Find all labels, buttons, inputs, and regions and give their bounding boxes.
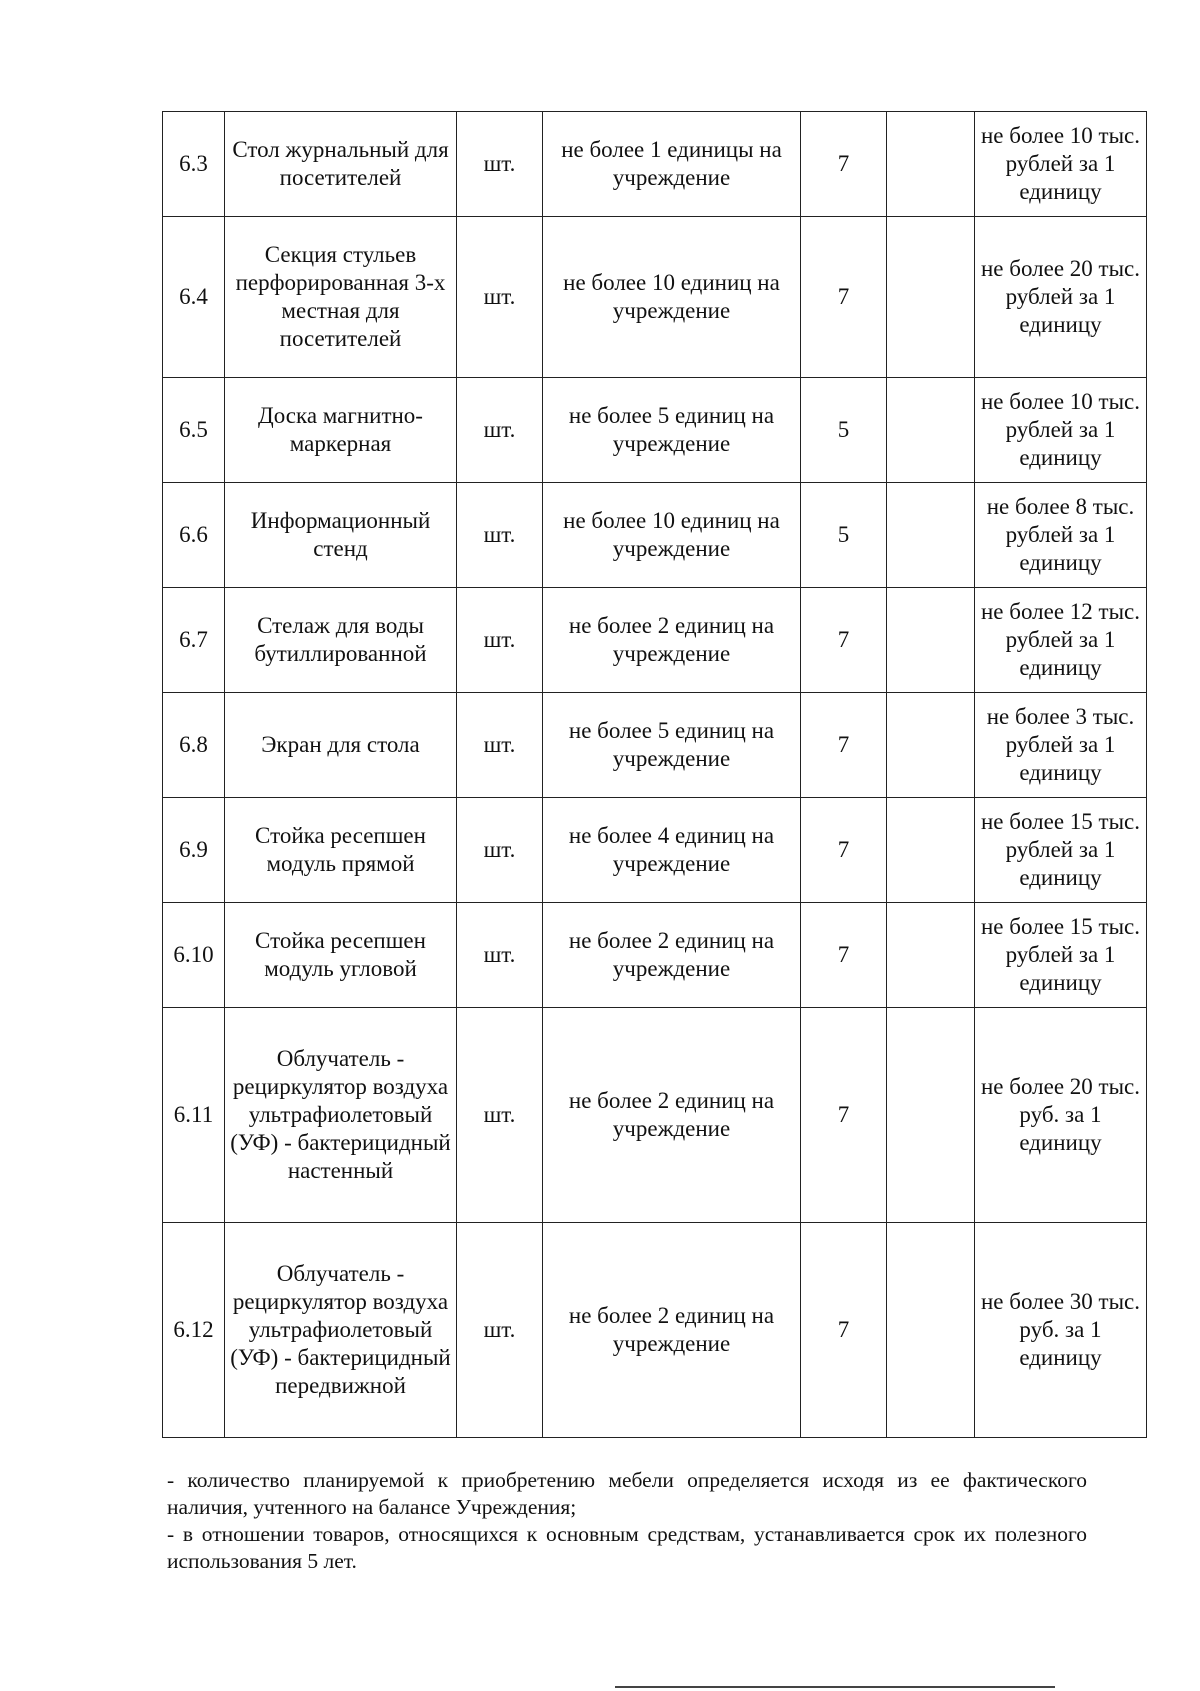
- service-life: 5: [801, 483, 887, 588]
- price-limit: не более 10 тыс. рублей за 1 единицу: [975, 378, 1147, 483]
- row-number: 6.7: [163, 588, 225, 693]
- quantity-norm: не более 2 единиц на учреждение: [543, 1008, 801, 1223]
- empty-cell: [887, 378, 975, 483]
- quantity-norm: не более 2 единиц на учреждение: [543, 588, 801, 693]
- price-limit: не более 8 тыс. рублей за 1 единицу: [975, 483, 1147, 588]
- item-name: Доска магнитно-маркерная: [225, 378, 457, 483]
- quantity-norm: не более 2 единиц на учреждение: [543, 1223, 801, 1438]
- unit: шт.: [457, 1008, 543, 1223]
- service-life: 7: [801, 588, 887, 693]
- table-row: [163, 903, 1147, 1008]
- unit: шт.: [457, 217, 543, 378]
- item-name: Стол журнальный для посетителей: [225, 112, 457, 217]
- unit: шт.: [457, 903, 543, 1008]
- row-number: 6.12: [163, 1223, 225, 1438]
- empty-cell: [887, 693, 975, 798]
- row-number: 6.10: [163, 903, 225, 1008]
- service-life: 7: [801, 1223, 887, 1438]
- empty-cell: [887, 903, 975, 1008]
- service-life: 7: [801, 903, 887, 1008]
- service-life: 5: [801, 378, 887, 483]
- price-limit: не более 3 тыс. рублей за 1 единицу: [975, 693, 1147, 798]
- price-limit: не более 20 тыс. рублей за 1 единицу: [975, 217, 1147, 378]
- quantity-norm: не более 2 единиц на учреждение: [543, 903, 801, 1008]
- service-life: 7: [801, 1008, 887, 1223]
- table-row: [163, 112, 1147, 217]
- row-number: 6.11: [163, 1008, 225, 1223]
- row-number: 6.4: [163, 217, 225, 378]
- table-row: [163, 693, 1147, 798]
- service-life: 7: [801, 693, 887, 798]
- item-name: Секция стульев перфорированная 3-х местная для посетителей: [225, 217, 457, 378]
- table-row: [163, 483, 1147, 588]
- empty-cell: [887, 588, 975, 693]
- notes-block: [167, 1467, 1087, 1575]
- row-number: 6.9: [163, 798, 225, 903]
- quantity-norm: не более 10 единиц на учреждение: [543, 217, 801, 378]
- service-life: 7: [801, 112, 887, 217]
- quantity-norm: не более 5 единиц на учреждение: [543, 378, 801, 483]
- table-row: [163, 217, 1147, 378]
- price-limit: не более 30 тыс. руб. за 1 единицу: [975, 1223, 1147, 1438]
- quantity-norm: не более 10 единиц на учреждение: [543, 483, 801, 588]
- furniture-norms-table: [162, 111, 1147, 1438]
- service-life: 7: [801, 798, 887, 903]
- empty-cell: [887, 798, 975, 903]
- row-number: 6.6: [163, 483, 225, 588]
- unit: шт.: [457, 112, 543, 217]
- row-number: 6.3: [163, 112, 225, 217]
- service-life: 7: [801, 217, 887, 378]
- quantity-norm: не более 5 единиц на учреждение: [543, 693, 801, 798]
- unit: шт.: [457, 483, 543, 588]
- unit: шт.: [457, 588, 543, 693]
- empty-cell: [887, 1223, 975, 1438]
- quantity-norm: не более 1 единицы на учреждение: [543, 112, 801, 217]
- item-name: Информационный стенд: [225, 483, 457, 588]
- empty-cell: [887, 1008, 975, 1223]
- price-limit: не более 15 тыс. рублей за 1 единицу: [975, 798, 1147, 903]
- note-paragraph: - количество планируемой к приобретению мебели определяется исходя из ее фактического наличия, учтенного на балансе Учреждения;: [167, 1468, 1087, 1519]
- unit: шт.: [457, 378, 543, 483]
- item-name: Стелаж для воды бутиллированной: [225, 588, 457, 693]
- note-paragraph: - в отношении товаров, относящихся к основным средствам, устанавливается срок их полезного использования 5 лет.: [167, 1522, 1087, 1573]
- row-number: 6.8: [163, 693, 225, 798]
- item-name: Стойка ресепшен модуль угловой: [225, 903, 457, 1008]
- row-number: 6.5: [163, 378, 225, 483]
- price-limit: не более 20 тыс. руб. за 1 единицу: [975, 1008, 1147, 1223]
- empty-cell: [887, 217, 975, 378]
- unit: шт.: [457, 798, 543, 903]
- unit: шт.: [457, 1223, 543, 1438]
- empty-cell: [887, 112, 975, 217]
- item-name: Облучатель - рециркулятор воздуха ультрафиолетовый (УФ) - бактерицидный передвижной: [225, 1223, 457, 1438]
- item-name: Облучатель - рециркулятор воздуха ультрафиолетовый (УФ) - бактерицидный настенный: [225, 1008, 457, 1223]
- price-limit: не более 12 тыс. рублей за 1 единицу: [975, 588, 1147, 693]
- footer-divider: [615, 1686, 1055, 1688]
- table-row: [163, 1223, 1147, 1438]
- item-name: Экран для стола: [225, 693, 457, 798]
- price-limit: не более 10 тыс. рублей за 1 единицу: [975, 112, 1147, 217]
- table-row: [163, 798, 1147, 903]
- empty-cell: [887, 483, 975, 588]
- price-limit: не более 15 тыс. рублей за 1 единицу: [975, 903, 1147, 1008]
- table-row: [163, 588, 1147, 693]
- item-name: Стойка ресепшен модуль прямой: [225, 798, 457, 903]
- quantity-norm: не более 4 единиц на учреждение: [543, 798, 801, 903]
- table-row: [163, 1008, 1147, 1223]
- unit: шт.: [457, 693, 543, 798]
- table-row: [163, 378, 1147, 483]
